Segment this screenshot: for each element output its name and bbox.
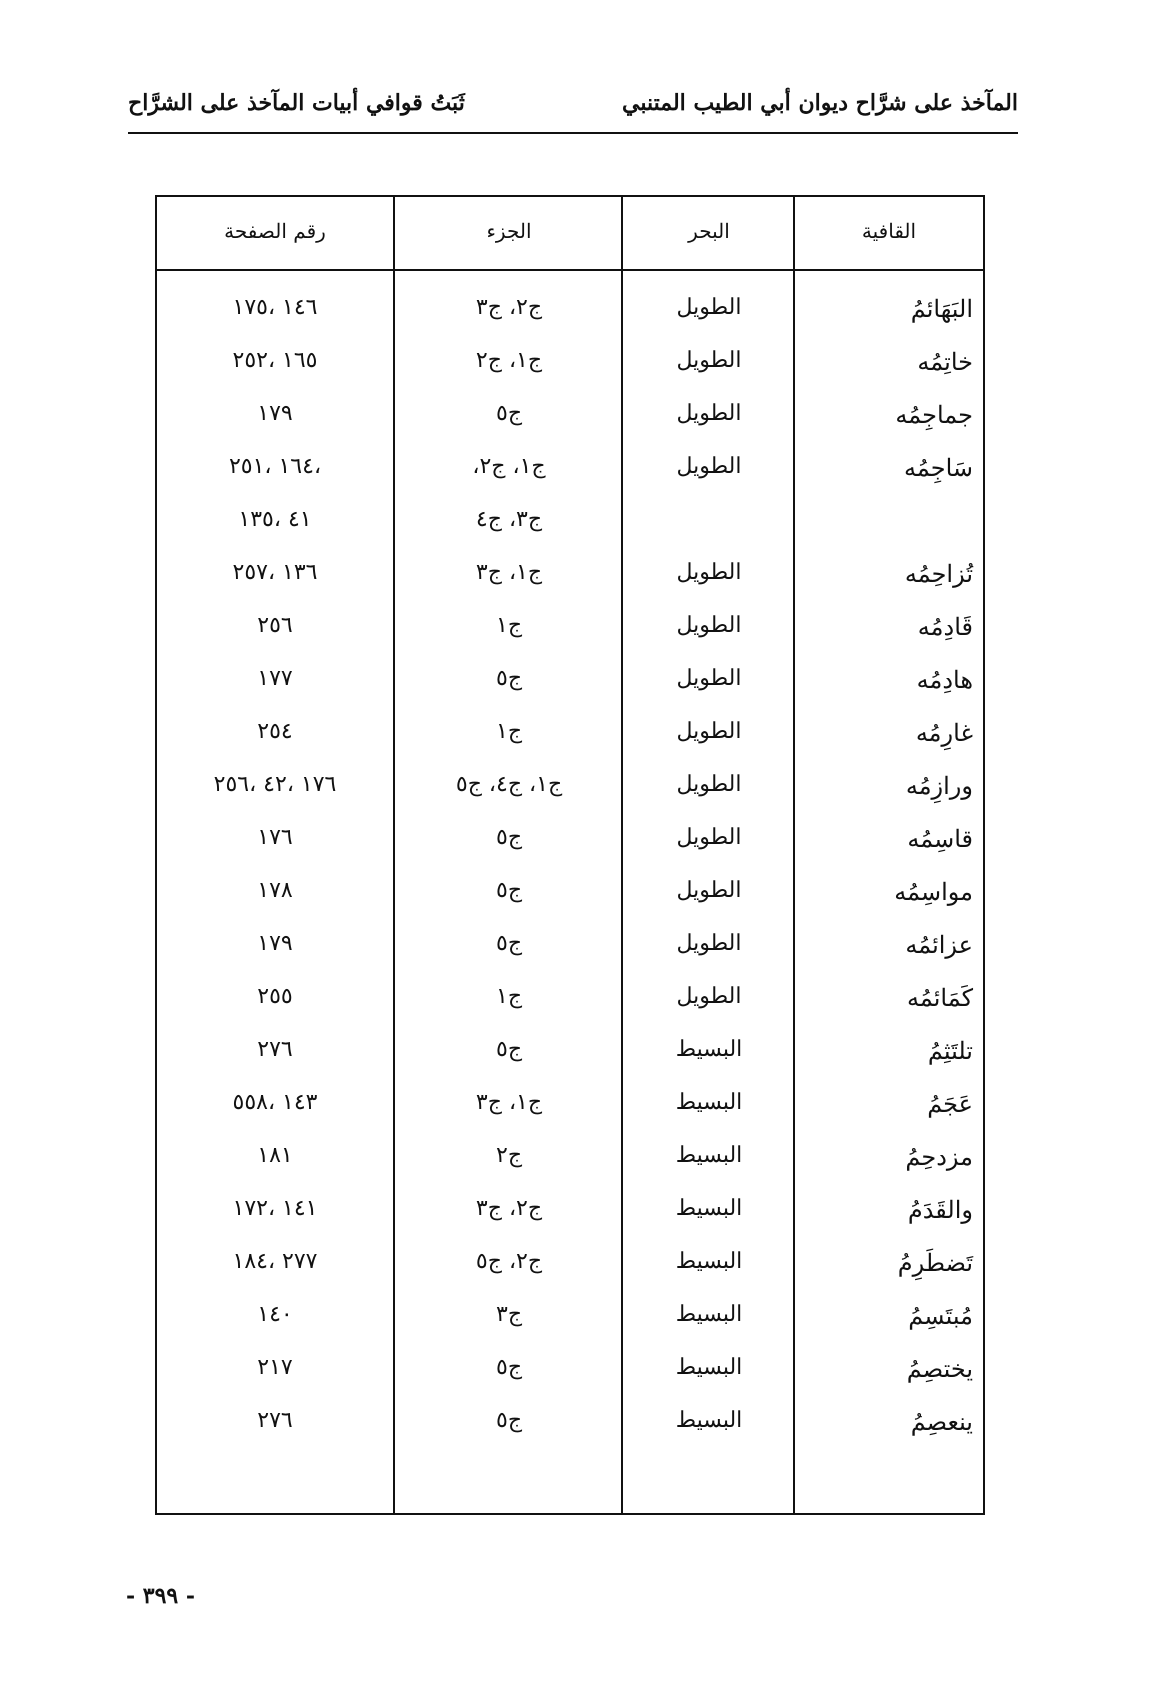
qafia-cell: تَضطَرِمُ <box>897 1249 973 1277</box>
juz-cell: ج١، ج٢، <box>472 454 546 479</box>
juz-cell: ج٣ <box>495 1302 523 1327</box>
juz-cell: ج١، ج٣ <box>475 1090 543 1115</box>
bahr-cell: البسيط <box>675 1196 743 1221</box>
juz-cell: ج١ <box>495 613 523 638</box>
qafia-cell: هادِمُه <box>916 666 973 694</box>
page-cell: ٢٧٦ <box>257 1408 293 1433</box>
qafia-cell: تلتَثِمُ <box>927 1037 973 1065</box>
page-cell: ٤١ ،١٣٥ <box>238 507 312 532</box>
juz-cell: ج٢، ج٥ <box>475 1249 543 1274</box>
table-row <box>157 393 983 446</box>
page-cell: ١٧٩ <box>257 931 293 956</box>
header-juz: الجزء <box>486 219 532 243</box>
table-row <box>157 499 983 552</box>
table-row <box>157 1135 983 1188</box>
table-header-row <box>157 197 983 271</box>
qafia-cell: عَجَمُ <box>927 1090 973 1118</box>
juz-cell: ج١، ج٢ <box>475 348 543 373</box>
page-cell: ٢٧٦ <box>257 1037 293 1062</box>
table-body <box>157 287 983 1453</box>
page-cell: ٢٥٥ <box>257 984 293 1009</box>
qafia-cell: جماجِمُه <box>895 401 973 429</box>
juz-cell: ج١، ج٤، ج٥ <box>455 772 563 797</box>
table-row <box>157 817 983 870</box>
page-cell: ٢٧٧ ،١٨٤ <box>232 1249 318 1274</box>
page-number: - ٣٩٩ - <box>126 1583 196 1609</box>
juz-cell: ج٣، ج٤ <box>475 507 543 532</box>
page-cell: ١٧٦ ،٤٢ ،٢٥٦ <box>213 772 337 797</box>
bahr-cell: الطويل <box>676 348 742 373</box>
qafia-cell: خاتِمُه <box>917 348 973 376</box>
bahr-cell: البسيط <box>675 1249 743 1274</box>
juz-cell: ج٢، ج٣ <box>475 295 543 320</box>
book-title: المآخذ على شرَّاح ديوان أبي الطيب المتنبي <box>622 90 1018 116</box>
header-qafia: القافية <box>861 219 917 243</box>
qafia-cell: مواسِمُه <box>894 878 973 906</box>
table-row <box>157 764 983 817</box>
table-row <box>157 1082 983 1135</box>
page-cell: ٢١٧ <box>257 1355 293 1380</box>
juz-cell: ج١ <box>495 984 523 1009</box>
bahr-cell: الطويل <box>676 878 742 903</box>
table-row <box>157 1241 983 1294</box>
bahr-cell: الطويل <box>676 666 742 691</box>
table-row <box>157 287 983 340</box>
juz-cell: ج١، ج٣ <box>475 560 543 585</box>
qafia-cell: غارِمُه <box>915 719 973 747</box>
table-row <box>157 1029 983 1082</box>
page-cell: ٢٥٤ <box>257 719 293 744</box>
bahr-cell: الطويل <box>676 295 742 320</box>
page-cell: ١٦٥ ،٢٥٢ <box>232 348 318 373</box>
table-row <box>157 870 983 923</box>
juz-cell: ج٥ <box>495 1355 523 1380</box>
bahr-cell: الطويل <box>676 984 742 1009</box>
page-cell: ١٨١ <box>257 1143 293 1168</box>
juz-cell: ج٥ <box>495 931 523 956</box>
table-row <box>157 1188 983 1241</box>
qafia-cell: والقَدَمُ <box>907 1196 973 1224</box>
rhymes-table <box>155 195 985 1515</box>
bahr-cell: الطويل <box>676 613 742 638</box>
qafia-cell: سَاجِمُه <box>904 454 973 482</box>
table-row <box>157 1347 983 1400</box>
table-row <box>157 1294 983 1347</box>
section-title: ثَبَتُ قوافي أبيات المآخذ على الشرَّاح <box>128 90 465 116</box>
juz-cell: ج٢، ج٣ <box>475 1196 543 1221</box>
qafia-cell: قَادِمُه <box>917 613 973 641</box>
bahr-cell: البسيط <box>675 1302 743 1327</box>
bahr-cell: الطويل <box>676 772 742 797</box>
juz-cell: ج٥ <box>495 666 523 691</box>
table-row <box>157 976 983 1029</box>
page-cell: ٢٥٦ <box>257 613 293 638</box>
table-row <box>157 1400 983 1453</box>
bahr-cell: البسيط <box>675 1408 743 1433</box>
qafia-cell: البَهَائمُ <box>910 295 973 323</box>
table-row <box>157 711 983 764</box>
table-row <box>157 552 983 605</box>
juz-cell: ج٥ <box>495 401 523 426</box>
juz-cell: ج١ <box>495 719 523 744</box>
bahr-cell: الطويل <box>676 454 742 479</box>
header-bahr: البحر <box>688 219 730 243</box>
bahr-cell: البسيط <box>675 1355 743 1380</box>
running-header <box>128 88 1018 134</box>
qafia-cell: ينعصِمُ <box>910 1408 973 1436</box>
page-cell: ١٤٦ ،١٧٥ <box>232 295 318 320</box>
page-cell: ١٣٦ ،٢٥٧ <box>232 560 318 585</box>
juz-cell: ج٥ <box>495 878 523 903</box>
bahr-cell: الطويل <box>676 401 742 426</box>
qafia-cell: مُبتَسِمُ <box>908 1302 973 1330</box>
juz-cell: ج٥ <box>495 1408 523 1433</box>
page-cell: ١٧٧ <box>257 666 293 691</box>
bahr-cell: الطويل <box>676 931 742 956</box>
bahr-cell: الطويل <box>676 719 742 744</box>
juz-cell: ج٥ <box>495 825 523 850</box>
table-row <box>157 446 983 499</box>
table-row <box>157 340 983 393</box>
bahr-cell: البسيط <box>675 1143 743 1168</box>
qafia-cell: كَمَائمُه <box>906 984 973 1012</box>
qafia-cell: مزدحِمُ <box>905 1143 973 1171</box>
table-row <box>157 923 983 976</box>
page-cell: ١٧٨ <box>257 878 293 903</box>
table-row <box>157 605 983 658</box>
page-cell: ١٤١ ،١٧٢ <box>232 1196 318 1221</box>
page-cell: ١٤٣ ،٥٥٨ <box>232 1090 318 1115</box>
bahr-cell: الطويل <box>676 825 742 850</box>
page-cell: ١٧٩ <box>257 401 293 426</box>
header-page: رقم الصفحة <box>224 219 326 243</box>
qafia-cell: يختصِمُ <box>906 1355 973 1383</box>
bahr-cell: البسيط <box>675 1037 743 1062</box>
qafia-cell: عزائمُه <box>905 931 973 959</box>
table-row <box>157 658 983 711</box>
page-cell: ١٤٠ <box>257 1302 293 1327</box>
qafia-cell: ورازِمُه <box>905 772 973 800</box>
qafia-cell: تُزاحِمُه <box>904 560 973 588</box>
page-cell: ١٧٦ <box>257 825 293 850</box>
qafia-cell: قاسِمُه <box>907 825 973 853</box>
page-cell: ،١٦٤ ،٢٥١ <box>228 454 322 479</box>
juz-cell: ج٥ <box>495 1037 523 1062</box>
juz-cell: ج٢ <box>495 1143 523 1168</box>
bahr-cell: الطويل <box>676 560 742 585</box>
bahr-cell: البسيط <box>675 1090 743 1115</box>
